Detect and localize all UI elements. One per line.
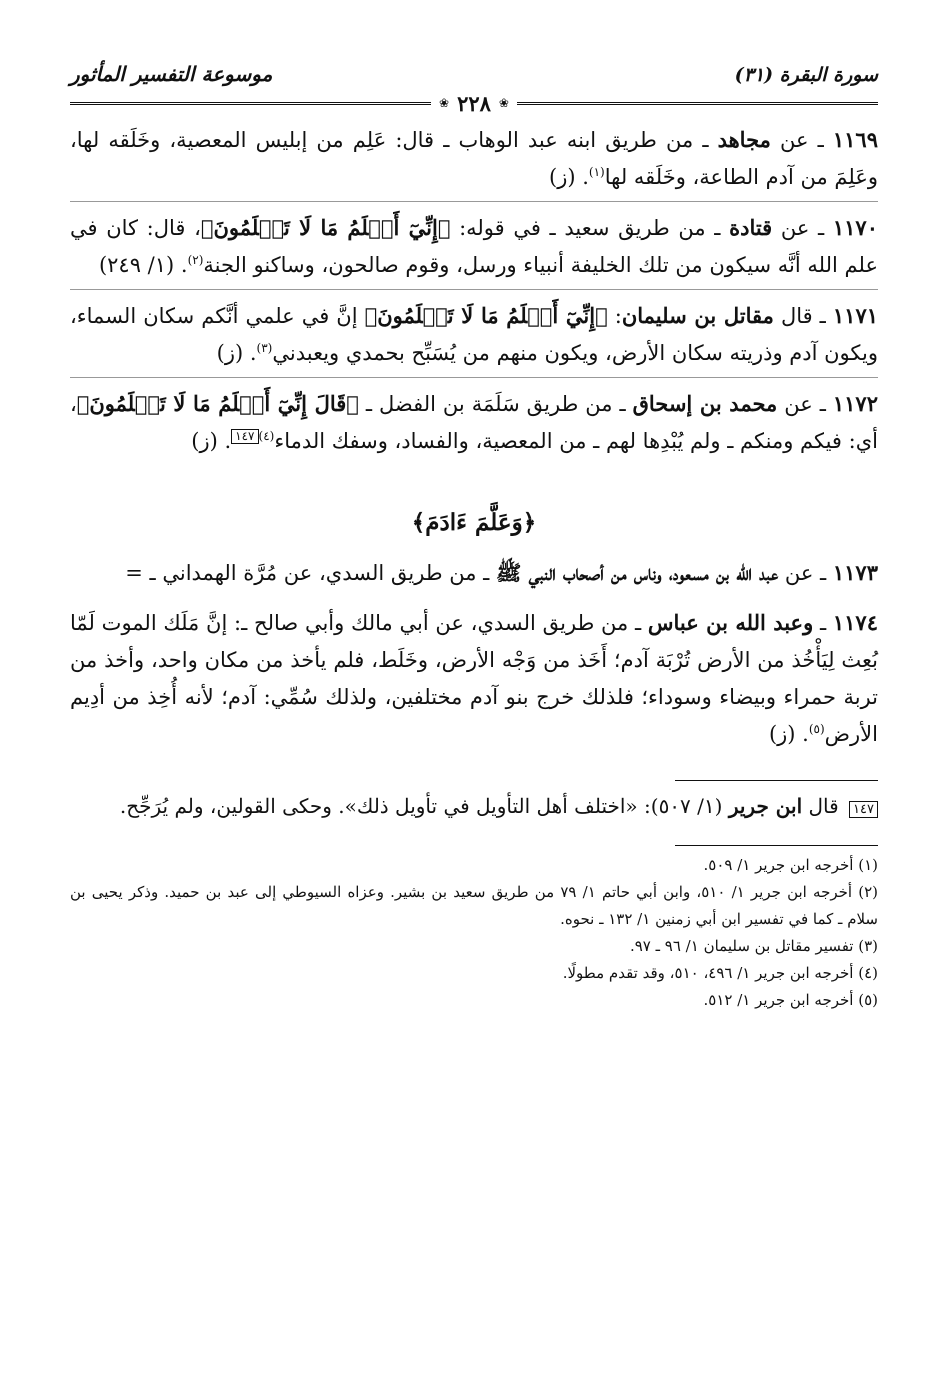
- entry-text: . (ز): [191, 429, 232, 453]
- entry-text: ـ عن: [770, 128, 833, 152]
- entry-number: ١١٦٩: [832, 127, 878, 152]
- surah-title: سورة البقرة (٣١): [734, 64, 878, 86]
- narration-entry: [70, 604, 878, 758]
- ornament-icon: ❀: [439, 96, 450, 110]
- page-number: ٢٢٨: [457, 90, 491, 116]
- footnote-ref: (٢): [187, 253, 204, 267]
- commentator-name: ابن جرير: [728, 794, 803, 818]
- entry-text: . (ز): [549, 165, 589, 189]
- entry-text: ـ من طريق السدي، عن أبي مالك وأبي صالح ـ: إنَّ مَلَك الموت لَمّا بُعِث لِيَأْخُذ من الأرض تُرْبَة آدم؛ أَخَذ من وَجْه الأرض، وخَلَط، فلم يأخذ من مكان واحد، وأخذ من تربة حمراء وبيضاء وسوداء؛ فلذلك خرج بنو آدم مختلفين، ولذلك سُمِّي: آدم؛ لأنه أُخِذ من أدِيم الأرض: [70, 611, 878, 746]
- commentary-text: (١/ ٥٠٧): «اختلف أهل التأويل في تأويل ذلك». وحكى القولين، ولم يُرَجِّح.: [119, 794, 729, 818]
- quran-verse: ﴿إِنِّيٓ أَعۡلَمُ مَا لَا تَعۡلَمُونَ﴾: [364, 303, 608, 328]
- footnotes: [70, 852, 878, 1014]
- commentary-ref-box: ١٤٧: [231, 429, 258, 444]
- narrator-name: مجاهد: [717, 127, 771, 152]
- quran-verse: ﴿إِنِّيٓ أَعۡلَمُ مَا لَا تَعۡلَمُونَ﴾: [200, 215, 451, 240]
- narrator-name: محمد بن إسحاق: [632, 391, 778, 416]
- narrator-name: عبد الله بن مسعود، وناس من أصحاب النبي ﷺ: [495, 560, 779, 585]
- commentary-number-box: ١٤٧: [849, 801, 878, 818]
- commentary-note: [70, 789, 878, 823]
- entry-text: . (١/ ٢٤٩): [98, 253, 188, 277]
- entry-text: :: [607, 304, 622, 328]
- footnote: (٢) أخرجه ابن جرير ١/ ٥١٠، وابن أبي حاتم ١/ ٧٩ من طريق سعيد بن بشير. وعزاه السيوطي إلى عبد بن حميد. وذكر يحيى بن سلام ـ كما في تفسير ابن أبي زمنين ١/ ١٣٢ ـ نحوه.: [70, 883, 879, 928]
- footnote: (١) أخرجه ابن جرير ١/ ٥٠٩.: [703, 856, 878, 874]
- footnote-ref: (١): [588, 165, 605, 179]
- entry-text: ـ: [813, 611, 833, 635]
- entry-text: ، قال: كان في علم الله أنَّه سيكون من تلك الخليفة أنبياء ورسل، وقوم صالحون، وساكنو الجنة: [70, 216, 878, 277]
- narration-entry: [70, 554, 878, 597]
- footnote: (٣) تفسير مقاتل بن سليمان ١/ ٩٦ ـ ٩٧.: [629, 937, 878, 955]
- entry-text: . (ز): [216, 341, 257, 365]
- entry-text: ، أي: فيكم ومنكم ـ ولم يُبْدِها لهم ـ من المعصية، والفساد، وسفك الدماء: [70, 392, 878, 453]
- entry-text: ـ عن: [778, 561, 833, 585]
- footnote: (٥) أخرجه ابن جرير ١/ ٥١٢.: [703, 991, 878, 1009]
- entry-number: ١١٧٠: [832, 215, 878, 240]
- entry-number: ١١٧٤: [832, 610, 878, 635]
- quran-verse: ﴿قَالَ إِنِّيٓ أَعۡلَمُ مَا لَا تَعۡلَمُونَ﴾: [76, 391, 359, 416]
- entry-text: ـ عن: [777, 392, 833, 416]
- entry-text: ـ من طريق سعيد ـ في قوله:: [450, 216, 730, 240]
- entry-text: ـ من طريق سَلَمَة بن الفضل ـ: [358, 392, 633, 416]
- running-header: [70, 52, 878, 86]
- footnote-ref: (٣): [256, 341, 273, 355]
- narration-entry: [70, 209, 878, 290]
- narration-entry: [70, 297, 878, 378]
- entry-text: ـ من طريق السدي، عن مُرَّة الهمداني ـ =: [125, 561, 496, 585]
- footnote: (٤) أخرجه ابن جرير ١/ ٤٩٦، ٥١٠، وقد تقدم مطولًا.: [562, 964, 878, 982]
- header-rule: [70, 92, 878, 114]
- commentary-divider: [675, 780, 878, 781]
- entry-number: ١١٧١: [832, 303, 879, 328]
- entry-number: ١١٧٣: [832, 560, 878, 585]
- header-rule-left: [70, 102, 431, 105]
- narration-entry: [70, 385, 878, 465]
- entry-text: ـ عن: [772, 216, 833, 240]
- narration-entry: [70, 121, 878, 202]
- series-title: موسوعة التفسير المأثور: [70, 62, 273, 86]
- narrator-name: وعبد الله بن عباس: [647, 610, 814, 635]
- header-rule-right: [517, 102, 878, 105]
- footnote-ref: (٤): [258, 429, 275, 443]
- entry-number: ١١٧٢: [832, 391, 878, 416]
- footnotes-divider: [675, 845, 878, 846]
- entry-text: ـ قال: [773, 304, 833, 328]
- narrator-name: قتادة: [729, 215, 773, 240]
- section-heading: ﴿وَعَلَّمَ ءَادَمَ﴾: [411, 509, 537, 536]
- entry-text: . (ز): [768, 722, 809, 746]
- entry-text: ـ من طريق ابنه عبد الوهاب ـ قال: عَلِم من إبليس المعصية، وخَلَقه لها، وعَلِمَ من آدم الطاعة، وخَلَقه لها: [70, 128, 878, 189]
- footnote-ref: (٥): [808, 722, 825, 736]
- ornament-icon: ❀: [498, 96, 509, 110]
- commentary-text: قال: [802, 794, 846, 818]
- page: [70, 52, 878, 1014]
- narrator-name: مقاتل بن سليمان: [621, 303, 774, 328]
- entry-text: إنَّ في علمي أنَّكم سكان السماء، ويكون آدم وذريته سكان الأرض، ويكون منهم من يُسَبِّح بحمدي ويعبدني: [70, 304, 878, 365]
